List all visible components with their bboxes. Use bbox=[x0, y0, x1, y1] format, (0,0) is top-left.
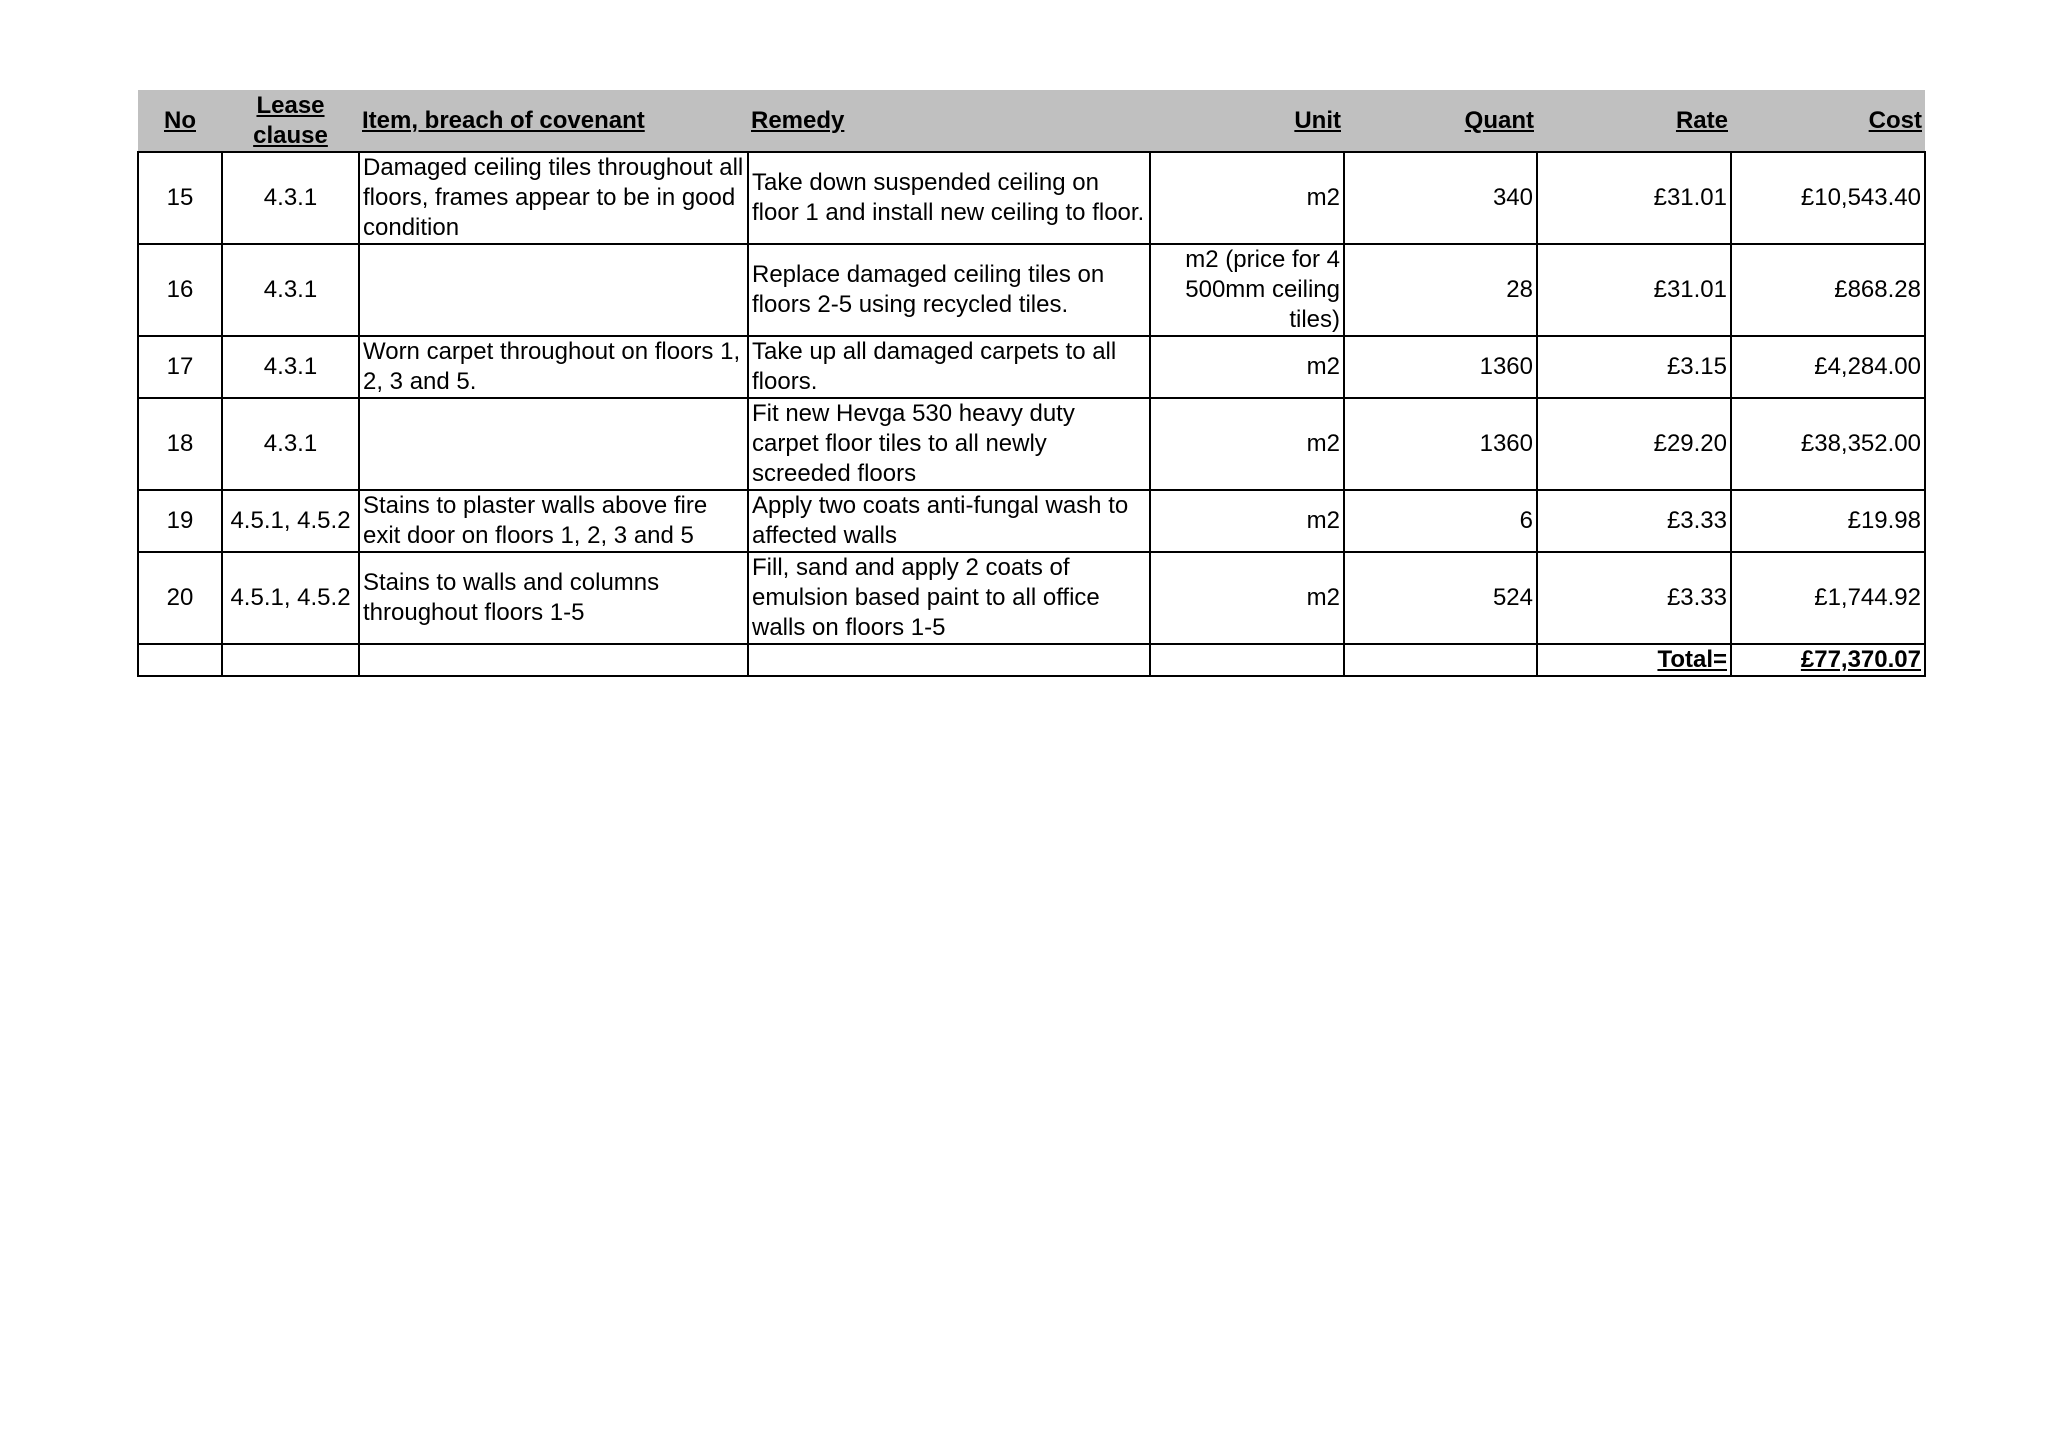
cell-remedy: Apply two coats anti-fungal wash to affected walls bbox=[748, 490, 1150, 552]
cell-unit: m2 bbox=[1150, 552, 1344, 644]
cell-rate: £3.33 bbox=[1537, 490, 1731, 552]
cell-no: 15 bbox=[138, 152, 222, 244]
cell-remedy: Take down suspended ceiling on floor 1 and install new ceiling to floor. bbox=[748, 152, 1150, 244]
empty-cell bbox=[748, 644, 1150, 676]
empty-cell bbox=[359, 644, 748, 676]
table-body bbox=[138, 152, 1925, 676]
cell-cost: £10,543.40 bbox=[1731, 152, 1925, 244]
header-quant: Quant bbox=[1344, 90, 1537, 152]
table-row bbox=[138, 244, 1925, 336]
cell-cost: £1,744.92 bbox=[1731, 552, 1925, 644]
empty-cell bbox=[222, 644, 359, 676]
cell-rate: £31.01 bbox=[1537, 244, 1731, 336]
cell-unit: m2 bbox=[1150, 336, 1344, 398]
header-remedy: Remedy bbox=[748, 90, 1150, 152]
cell-quant: 1360 bbox=[1344, 398, 1537, 490]
cell-rate: £3.15 bbox=[1537, 336, 1731, 398]
cell-quant: 28 bbox=[1344, 244, 1537, 336]
cell-lease-clause: 4.3.1 bbox=[222, 336, 359, 398]
empty-cell bbox=[1150, 644, 1344, 676]
table-row bbox=[138, 490, 1925, 552]
empty-cell bbox=[1344, 644, 1537, 676]
cell-item bbox=[359, 398, 748, 490]
header-lease-clause: Lease clause bbox=[222, 90, 359, 152]
total-label: Total= bbox=[1537, 644, 1731, 676]
cell-rate: £31.01 bbox=[1537, 152, 1731, 244]
header-no: No bbox=[138, 90, 222, 152]
cell-no: 19 bbox=[138, 490, 222, 552]
cell-cost: £38,352.00 bbox=[1731, 398, 1925, 490]
header-cost: Cost bbox=[1731, 90, 1925, 152]
empty-cell bbox=[138, 644, 222, 676]
cell-unit: m2 (price for 4 500mm ceiling tiles) bbox=[1150, 244, 1344, 336]
total-row bbox=[138, 644, 1925, 676]
cell-lease-clause: 4.3.1 bbox=[222, 152, 359, 244]
header-rate: Rate bbox=[1537, 90, 1731, 152]
cell-rate: £29.20 bbox=[1537, 398, 1731, 490]
cell-unit: m2 bbox=[1150, 398, 1344, 490]
table-row bbox=[138, 552, 1925, 644]
cell-item: Stains to walls and columns throughout floors 1-5 bbox=[359, 552, 748, 644]
cell-unit: m2 bbox=[1150, 152, 1344, 244]
cell-quant: 340 bbox=[1344, 152, 1537, 244]
cell-cost: £868.28 bbox=[1731, 244, 1925, 336]
cell-lease-clause: 4.3.1 bbox=[222, 244, 359, 336]
cell-remedy: Take up all damaged carpets to all floors. bbox=[748, 336, 1150, 398]
cell-cost: £4,284.00 bbox=[1731, 336, 1925, 398]
cell-rate: £3.33 bbox=[1537, 552, 1731, 644]
cell-item: Damaged ceiling tiles throughout all floors, frames appear to be in good condition bbox=[359, 152, 748, 244]
header-item: Item, breach of covenant bbox=[359, 90, 748, 152]
cell-lease-clause: 4.3.1 bbox=[222, 398, 359, 490]
cell-remedy: Fill, sand and apply 2 coats of emulsion based paint to all office walls on floors 1-5 bbox=[748, 552, 1150, 644]
dilapidations-table bbox=[137, 90, 1926, 677]
cell-unit: m2 bbox=[1150, 490, 1344, 552]
cell-quant: 6 bbox=[1344, 490, 1537, 552]
cell-item: Worn carpet throughout on floors 1, 2, 3 and 5. bbox=[359, 336, 748, 398]
cell-no: 17 bbox=[138, 336, 222, 398]
table-row bbox=[138, 398, 1925, 490]
cell-lease-clause: 4.5.1, 4.5.2 bbox=[222, 552, 359, 644]
cell-item bbox=[359, 244, 748, 336]
cell-quant: 524 bbox=[1344, 552, 1537, 644]
schedule-sheet bbox=[137, 90, 1926, 677]
header-unit: Unit bbox=[1150, 90, 1344, 152]
cell-remedy: Fit new Hevga 530 heavy duty carpet floor tiles to all newly screeded floors bbox=[748, 398, 1150, 490]
cell-cost: £19.98 bbox=[1731, 490, 1925, 552]
cell-no: 18 bbox=[138, 398, 222, 490]
header-row bbox=[138, 90, 1925, 152]
cell-no: 16 bbox=[138, 244, 222, 336]
cell-remedy: Replace damaged ceiling tiles on floors 2-5 using recycled tiles. bbox=[748, 244, 1150, 336]
cell-lease-clause: 4.5.1, 4.5.2 bbox=[222, 490, 359, 552]
table-row bbox=[138, 336, 1925, 398]
cell-no: 20 bbox=[138, 552, 222, 644]
cell-quant: 1360 bbox=[1344, 336, 1537, 398]
cell-item: Stains to plaster walls above fire exit door on floors 1, 2, 3 and 5 bbox=[359, 490, 748, 552]
table-header bbox=[138, 90, 1925, 152]
table-row bbox=[138, 152, 1925, 244]
total-value: £77,370.07 bbox=[1731, 644, 1925, 676]
